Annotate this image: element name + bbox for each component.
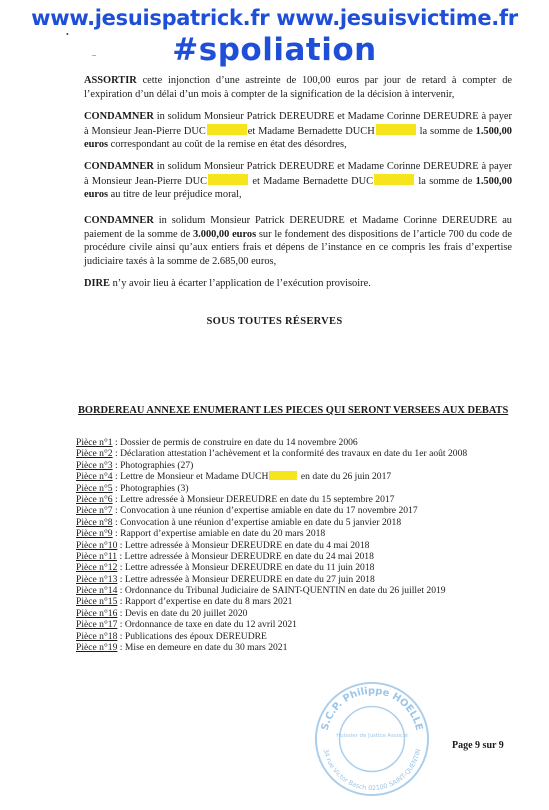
paragraph-assortir: ASSORTIR cette injonction d’une astreinte de 100,00 euros par jour de retard à compter de l’expiration d’un délai d’un mois à compter de la signification de la décision à intervenir, bbox=[84, 75, 512, 100]
reserves-heading: SOUS TOUTES RÉSERVES bbox=[206, 316, 343, 327]
list-item: Pièce n°14 : Ordonnance du Tribunal Judiciaire de SAINT-QUENTIN en date du 26 juillet 2019 bbox=[76, 585, 446, 597]
list-item: Pièce n°1 : Dossier de permis de construire en date du 14 novembre 2006 bbox=[76, 437, 358, 448]
amount: 3.000,00 euros bbox=[192, 228, 257, 240]
paragraph-condamner-3: CONDAMNER in solidum Monsieur Patrick DEREUDRE et Madame Corinne DEREUDRE au paiement de la somme de 3.000,00 euros sur le fondement des dispositions de l’article 700 du code de procédure civile ainsi qu’aux entiers frais et dépens de l’instance en ce compris les frais d’expertise judiciaire taxés à la somme de 2.685,00 euros, bbox=[84, 215, 512, 267]
watermark-hashtag-banner: #spoliation bbox=[172, 32, 377, 68]
redaction-mark bbox=[207, 124, 247, 135]
keyword: CONDAMNER bbox=[84, 161, 154, 172]
keyword: CONDAMNER bbox=[84, 111, 154, 122]
pieces-list bbox=[76, 437, 516, 653]
keyword: ASSORTIR bbox=[84, 75, 137, 86]
keyword: DIRE bbox=[84, 278, 110, 289]
list-item: Pièce n°17 : Ordonnance de taxe en date du 12 avril 2021 bbox=[76, 619, 297, 631]
redaction-mark bbox=[208, 174, 248, 185]
list-item: Pièce n°18 : Publications des époux DEREUDRE bbox=[76, 630, 267, 642]
list-item: Pièce n°5 : Photographies (3) bbox=[76, 482, 189, 494]
paragraph-dire: DIRE n’y avoir lieu à écarter l’application de l’exécution provisoire. bbox=[84, 278, 371, 289]
list-item: Pièce n°16 : Devis en date du 20 juillet 2020 bbox=[76, 607, 248, 619]
redaction-mark bbox=[376, 124, 416, 135]
bordereau-heading: BORDEREAU ANNEXE ENUMERANT LES PIECES QUI SERONT VERSEES AUX DEBATS bbox=[78, 405, 509, 416]
paragraph-condamner-1: CONDAMNER in solidum Monsieur Patrick DEREUDRE et Madame Corinne DEREUDRE à payer à Monsieur Jean-Pierre DUC et Madame Bernadette DUCH la somme de 1.500,00 euros correspondant au coût de la remise en état des désordres, bbox=[84, 111, 512, 151]
list-item: Pièce n°9 : Rapport d’expertise amiable en date du 20 mars 2018 bbox=[76, 528, 326, 540]
redaction-mark bbox=[374, 174, 414, 185]
stamp-address: 34 rue Victor Basch 02100 SAINT-QUENTIN bbox=[321, 748, 423, 793]
list-item: Pièce n°15 : Rapport d’expertise en date du 8 mars 2021 bbox=[76, 596, 293, 608]
list-item: Pièce n°7 : Convocation à une réunion d’expertise amiable en date du 17 novembre 2017 bbox=[76, 505, 418, 517]
list-item: Pièce n°8 : Convocation à une réunion d’expertise amiable en date du 5 janvier 2018 bbox=[76, 516, 402, 528]
margin-dash: – bbox=[92, 50, 96, 59]
amount: 1.500,00 euros bbox=[84, 175, 513, 201]
list-item: Pièce n°12 : Lettre adressée à Monsieur DEREUDRE en date du 11 juin 2018 bbox=[76, 562, 375, 574]
stamp-name: S.C.P. Philippe HOELLE bbox=[319, 685, 425, 732]
watermark-url-banner: www.jesuispatrick.fr www.jesuisvictime.fr bbox=[31, 6, 518, 30]
amount: 1.500,00 euros bbox=[84, 125, 512, 151]
page-number: Page 9 sur 9 bbox=[452, 740, 504, 751]
list-item: Pièce n°4 : Lettre de Monsieur et Madame DUCH en date du 26 juin 2017 bbox=[76, 471, 392, 483]
redaction-mark bbox=[269, 471, 297, 480]
huissier-stamp bbox=[313, 680, 431, 798]
keyword: CONDAMNER bbox=[84, 215, 154, 226]
list-item: Pièce n°19 : Mise en demeure en date du 30 mars 2021 bbox=[76, 642, 288, 654]
stamp-subtitle: Huissier de Justice Associé bbox=[336, 733, 408, 740]
paragraph-condamner-2: CONDAMNER in solidum Monsieur Patrick DEREUDRE et Madame Corinne DEREUDRE à payer à Monsieur Jean-Pierre DUC et Madame Bernadette DUC la somme de 1.500,00 euros au titre de leur préjudice moral, bbox=[84, 161, 513, 201]
margin-mark: • bbox=[66, 30, 69, 39]
list-item: Pièce n°3 : Photographies (27) bbox=[76, 459, 194, 471]
list-item: Pièce n°10 : Lettre adressée à Monsieur DEREUDRE en date du 4 mai 2018 bbox=[76, 539, 370, 551]
list-item: Pièce n°6 : Lettre adressée à Monsieur DEREUDRE en date du 15 septembre 2017 bbox=[76, 493, 395, 505]
list-item: Pièce n°11 : Lettre adressée à Monsieur DEREUDRE en date du 24 mai 2018 bbox=[76, 550, 374, 562]
list-item: Pièce n°2 : Déclaration attestation l’achèvement et la conformité des travaux en date du 1er août 2008 bbox=[76, 448, 468, 460]
list-item: Pièce n°13 : Lettre adressée à Monsieur DEREUDRE en date du 27 juin 2018 bbox=[76, 573, 375, 585]
